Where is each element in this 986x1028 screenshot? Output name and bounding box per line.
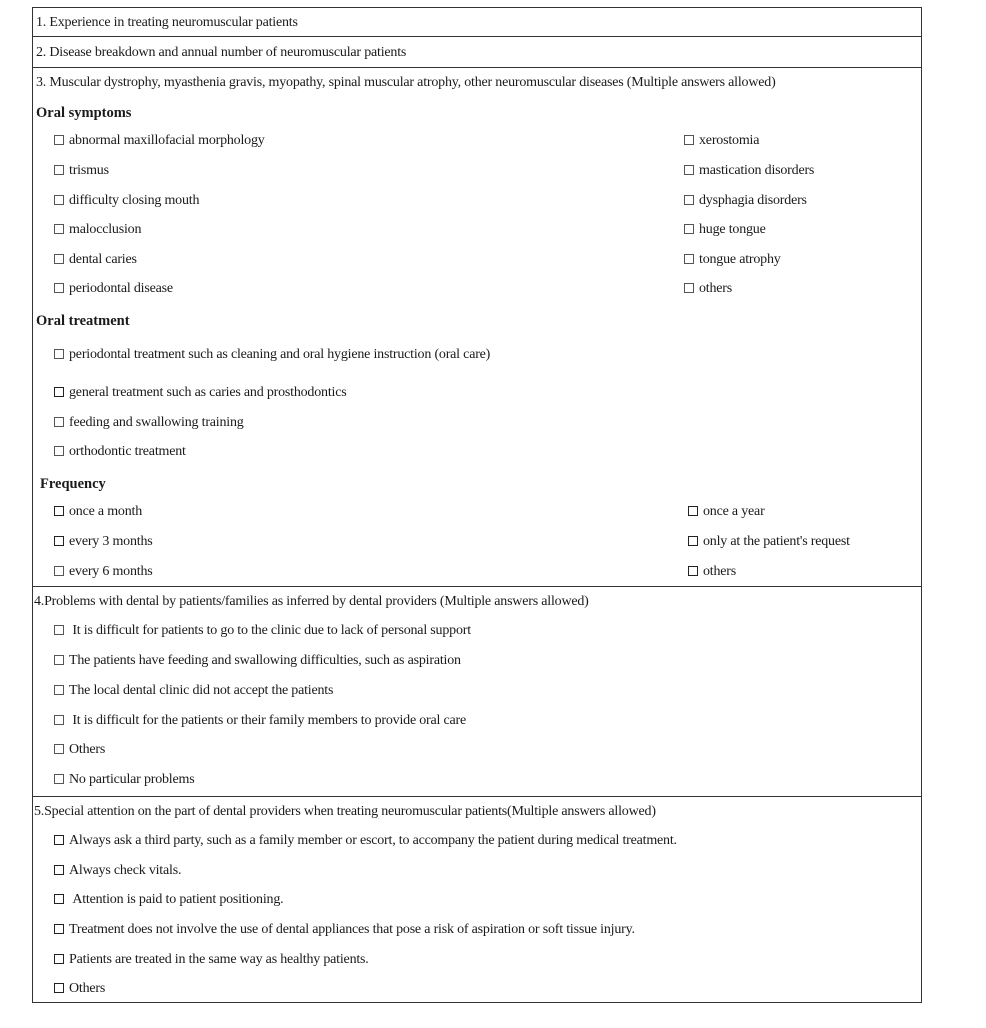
checkbox-icon[interactable]: [54, 685, 64, 695]
checkbox-icon[interactable]: [54, 387, 64, 397]
checkbox-icon[interactable]: [54, 566, 64, 576]
checkbox-icon[interactable]: [54, 165, 64, 175]
section-4: [33, 586, 921, 797]
checkbox-icon[interactable]: [688, 506, 698, 516]
attention-option[interactable]: Attention is paid to patient positioning.: [54, 892, 283, 908]
checkbox-icon[interactable]: [54, 283, 64, 293]
questionnaire-form: [32, 7, 922, 1003]
checkbox-icon[interactable]: [54, 924, 64, 934]
attention-option[interactable]: Treatment does not involve the use of dental appliances that pose a risk of aspiration or soft tissue injury.: [54, 922, 635, 938]
treatment-option[interactable]: orthodontic treatment: [54, 444, 186, 460]
question-4: 4.Problems with dental by patients/families as inferred by dental providers (Multiple answers allowed): [34, 594, 589, 609]
checkbox-icon[interactable]: [54, 506, 64, 516]
checkbox-icon[interactable]: [54, 135, 64, 145]
question-3: 3. Muscular dystrophy, myasthenia gravis, myopathy, spinal muscular atrophy, other neuromuscular diseases (Multiple answers allowed): [36, 75, 776, 90]
checkbox-icon[interactable]: [54, 744, 64, 754]
checkbox-icon[interactable]: [54, 715, 64, 725]
attention-option[interactable]: Others: [54, 981, 105, 997]
section-3: [33, 67, 921, 587]
checkbox-icon[interactable]: [54, 774, 64, 784]
frequency-option[interactable]: once a month: [54, 504, 142, 520]
checkbox-icon[interactable]: [684, 195, 694, 205]
checkbox-icon[interactable]: [54, 536, 64, 546]
checkbox-icon[interactable]: [684, 224, 694, 234]
checkbox-icon[interactable]: [54, 446, 64, 456]
symptom-option[interactable]: others: [684, 281, 732, 297]
checkbox-icon[interactable]: [684, 283, 694, 293]
frequency-option[interactable]: only at the patient's request: [688, 534, 850, 550]
symptom-option[interactable]: xerostomia: [684, 133, 759, 149]
checkbox-icon[interactable]: [688, 536, 698, 546]
symptom-option[interactable]: malocclusion: [54, 222, 141, 238]
section-1: [33, 8, 921, 37]
oral-treatment-heading: Oral treatment: [36, 313, 130, 329]
checkbox-icon[interactable]: [688, 566, 698, 576]
treatment-option[interactable]: periodontal treatment such as cleaning and oral hygiene instruction (oral care): [54, 347, 490, 363]
checkbox-icon[interactable]: [54, 655, 64, 665]
treatment-option[interactable]: general treatment such as caries and prosthodontics: [54, 385, 346, 401]
problem-option[interactable]: The local dental clinic did not accept the patients: [54, 683, 333, 699]
problem-option[interactable]: No particular problems: [54, 772, 194, 788]
checkbox-icon[interactable]: [684, 254, 694, 264]
frequency-heading: Frequency: [40, 476, 106, 492]
symptom-option[interactable]: huge tongue: [684, 222, 766, 238]
question-5: 5.Special attention on the part of dental providers when treating neuromuscular patients(Multiple answers allowed): [34, 804, 656, 819]
problem-option[interactable]: It is difficult for the patients or their family members to provide oral care: [54, 713, 466, 729]
checkbox-icon[interactable]: [54, 625, 64, 635]
symptom-option[interactable]: difficulty closing mouth: [54, 193, 199, 209]
attention-option[interactable]: Always check vitals.: [54, 863, 181, 879]
checkbox-icon[interactable]: [54, 835, 64, 845]
symptom-option[interactable]: periodontal disease: [54, 281, 173, 297]
frequency-option[interactable]: every 6 months: [54, 564, 153, 580]
symptom-option[interactable]: dysphagia disorders: [684, 193, 807, 209]
checkbox-icon[interactable]: [54, 254, 64, 264]
section-5: [33, 796, 921, 1002]
checkbox-icon[interactable]: [54, 224, 64, 234]
checkbox-icon[interactable]: [54, 983, 64, 993]
problem-option[interactable]: The patients have feeding and swallowing difficulties, such as aspiration: [54, 653, 461, 669]
symptom-option[interactable]: trismus: [54, 163, 109, 179]
question-1: 1. Experience in treating neuromuscular patients: [36, 15, 298, 30]
frequency-option[interactable]: every 3 months: [54, 534, 153, 550]
problem-option[interactable]: It is difficult for patients to go to the clinic due to lack of personal support: [54, 623, 471, 639]
checkbox-icon[interactable]: [684, 135, 694, 145]
frequency-option[interactable]: others: [688, 564, 736, 580]
problem-option[interactable]: Others: [54, 742, 105, 758]
symptom-option[interactable]: abnormal maxillofacial morphology: [54, 133, 265, 149]
attention-option[interactable]: Always ask a third party, such as a family member or escort, to accompany the patient during medical treatment.: [54, 833, 677, 849]
checkbox-icon[interactable]: [54, 865, 64, 875]
checkbox-icon[interactable]: [54, 195, 64, 205]
symptom-option[interactable]: mastication disorders: [684, 163, 814, 179]
symptom-option[interactable]: tongue atrophy: [684, 252, 781, 268]
checkbox-icon[interactable]: [54, 954, 64, 964]
symptom-option[interactable]: dental caries: [54, 252, 137, 268]
section-2: [33, 38, 921, 68]
frequency-option[interactable]: once a year: [688, 504, 765, 520]
checkbox-icon[interactable]: [54, 417, 64, 427]
checkbox-icon[interactable]: [54, 349, 64, 359]
checkbox-icon[interactable]: [684, 165, 694, 175]
question-2: 2. Disease breakdown and annual number of neuromuscular patients: [36, 45, 407, 60]
treatment-option[interactable]: feeding and swallowing training: [54, 415, 244, 431]
checkbox-icon[interactable]: [54, 894, 64, 904]
attention-option[interactable]: Patients are treated in the same way as healthy patients.: [54, 952, 369, 968]
oral-symptoms-heading: Oral symptoms: [36, 105, 132, 121]
